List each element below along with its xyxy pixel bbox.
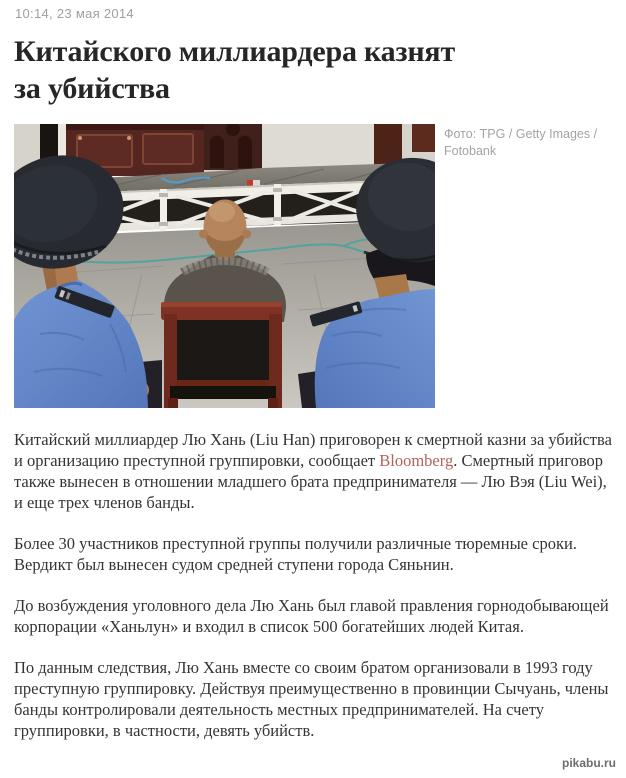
article-photo: [14, 124, 435, 408]
paragraph-1: [14, 429, 614, 513]
paragraph-3: До возбуждения уголовного дела Лю Хань был главой правления горнодобывающей корпорации «Ханьлун» и входил в список 500 богатейших людей Китая.: [14, 596, 609, 636]
article-body: [14, 429, 614, 761]
paragraph-1-text-after: . Смертный приговор также вынесен в отношении младшего брата предпринимателя — Лю Вэя (Liu Wei), и еще трех членов банды.: [14, 451, 607, 512]
article-title: [14, 33, 604, 107]
photo-credit: Фото: TPG / Getty Images / Fotobank: [444, 127, 598, 158]
prisoner-chair: [161, 302, 282, 408]
article-title-line2: за убийства: [14, 72, 170, 105]
paragraph-4: По данным следствия, Лю Хань вместе со своим братом организовали в 1993 году преступную группировку. Действуя преимущественно в провинции Сычуань, члены банды контролировали деятельность местных предпринимателей. На счету группировки, в частности, девять убийств.: [14, 658, 609, 740]
paragraph-1-text-before: Китайский миллиардер Лю Хань (Liu Han) приговорен к смертной казни за убийства и организацию преступной группировки, сообщает: [14, 430, 612, 470]
publish-timestamp: 10:14, 23 мая 2014: [15, 6, 134, 21]
article-figure: [14, 124, 626, 408]
paragraph-2: Более 30 участников преступной группы получили различные тюремные сроки. Вердикт был вынесен судом средней ступени города Сяньнин.: [14, 534, 577, 574]
bloomberg-link[interactable]: Bloomberg: [379, 451, 454, 470]
watermark-pikabu: pikabu.ru: [562, 756, 617, 770]
article-title-line1: Китайского миллиардера казнят: [14, 35, 455, 68]
